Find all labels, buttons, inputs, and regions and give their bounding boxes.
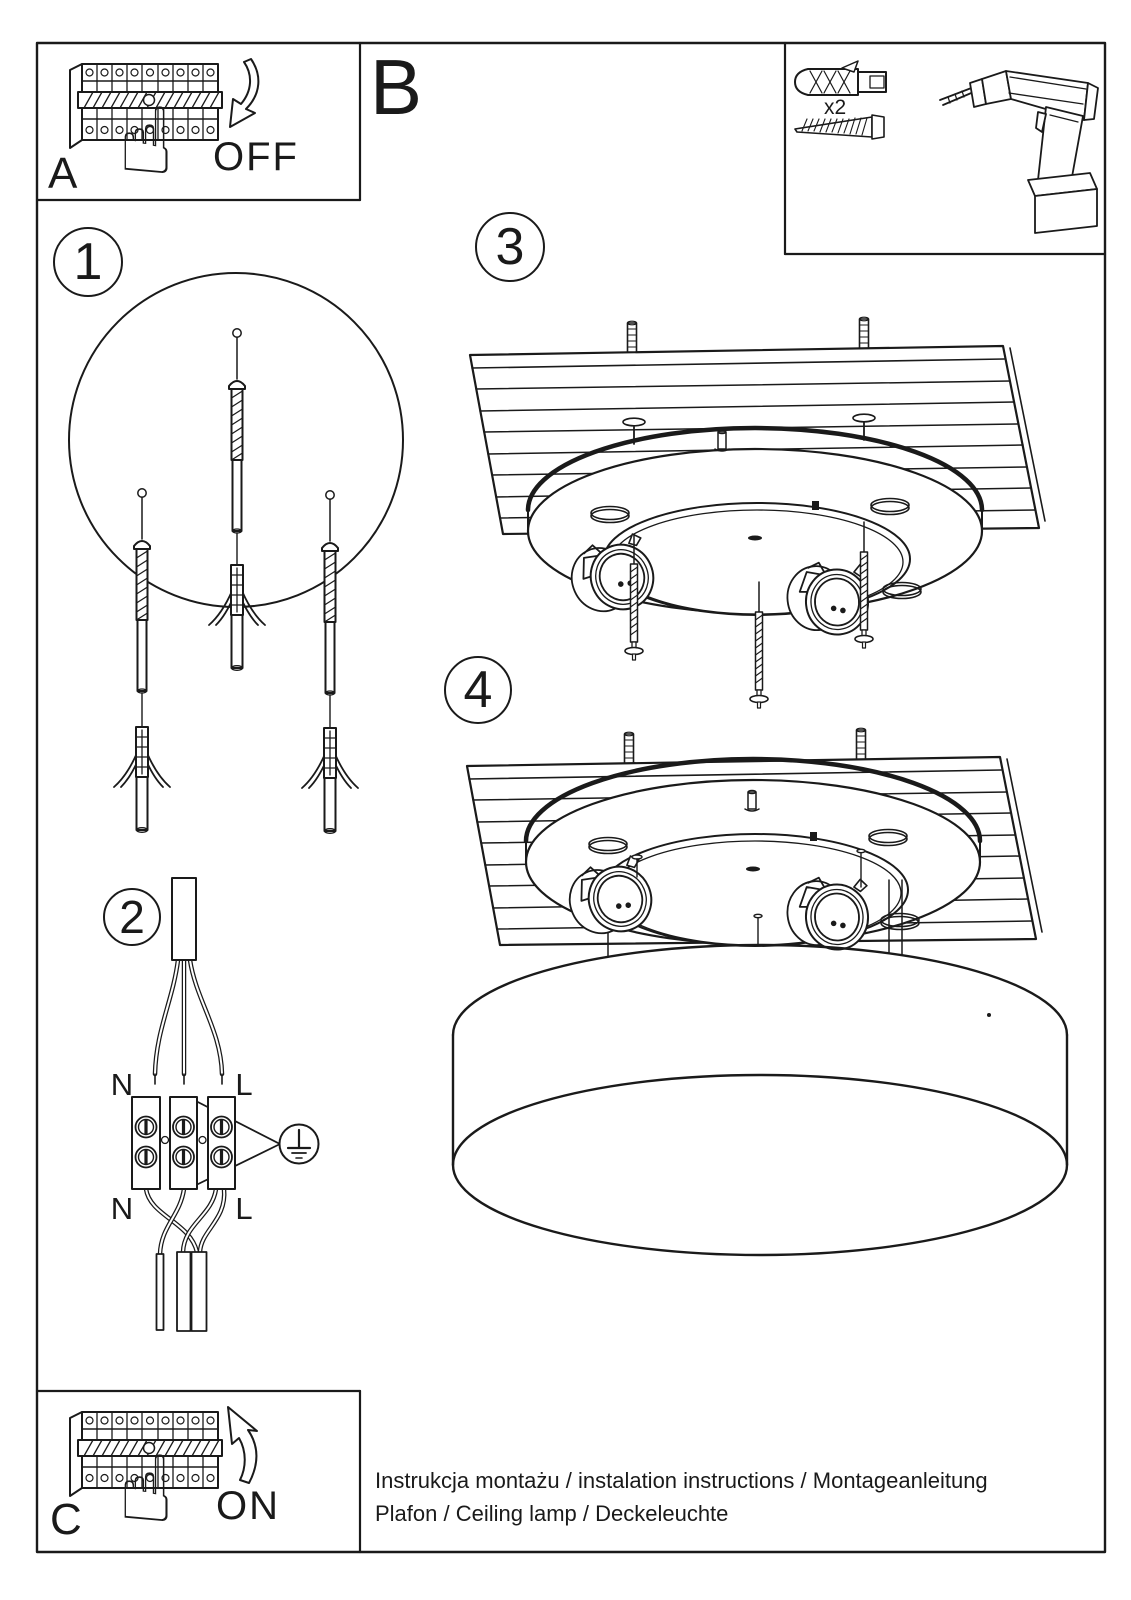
- parts-box: [795, 61, 1098, 233]
- wall-plug-wings-icon: [302, 728, 358, 833]
- footer-line2: Plafon / Ceiling lamp / Deckeleuchte: [375, 1501, 729, 1526]
- cable-sheath-icon: [172, 878, 196, 960]
- wall-plug-wings-icon: [209, 565, 265, 670]
- curved-arrow-up-icon: [228, 1407, 257, 1483]
- anchor-count-label: x2: [824, 96, 847, 119]
- hand-pointing-icon: ☝: [118, 88, 175, 195]
- terminal-n-bottom-label: N: [110, 1191, 134, 1226]
- power-on-label: ON: [216, 1484, 280, 1528]
- step4-drawing: [445, 657, 1067, 1255]
- curved-arrow-down-icon: [230, 59, 258, 127]
- step4-number: 4: [463, 661, 493, 719]
- lamp-cable-sheaths: [157, 1252, 207, 1331]
- drum-shade: [453, 945, 1067, 1255]
- panel-a-label: A: [48, 149, 78, 198]
- terminal-n-top-label: N: [110, 1067, 134, 1102]
- screw-anchor-assembly: [322, 491, 338, 695]
- power-off-label: OFF: [213, 135, 299, 179]
- step1-drawing: [54, 228, 403, 833]
- hand-pointing-icon: ☝: [118, 1436, 175, 1543]
- terminal-l-bottom-label: L: [235, 1191, 253, 1226]
- supply-wires: [155, 960, 222, 1084]
- wall-plug-icon: [795, 61, 886, 95]
- section-b-label: B: [370, 43, 423, 131]
- panel-c-label: C: [50, 1495, 82, 1544]
- screw-anchor-assembly: [229, 329, 245, 533]
- step3-number: 3: [495, 218, 525, 276]
- step3-drawing: [470, 213, 1045, 708]
- drill-icon: [940, 71, 1098, 233]
- terminal-block: [132, 1097, 235, 1189]
- terminal-l-top-label: L: [235, 1067, 253, 1102]
- lamp-wires: [146, 1189, 224, 1254]
- screw-anchor-assembly: [134, 489, 150, 693]
- step2-number: 2: [119, 891, 145, 943]
- earth-symbol-icon: [280, 1125, 319, 1164]
- step2-drawing: [104, 878, 319, 1331]
- step1-number: 1: [73, 233, 103, 291]
- footer-line1: Instrukcja montażu / instalation instructions / Montageanleitung: [375, 1468, 988, 1493]
- wall-plug-wings-icon: [114, 727, 170, 832]
